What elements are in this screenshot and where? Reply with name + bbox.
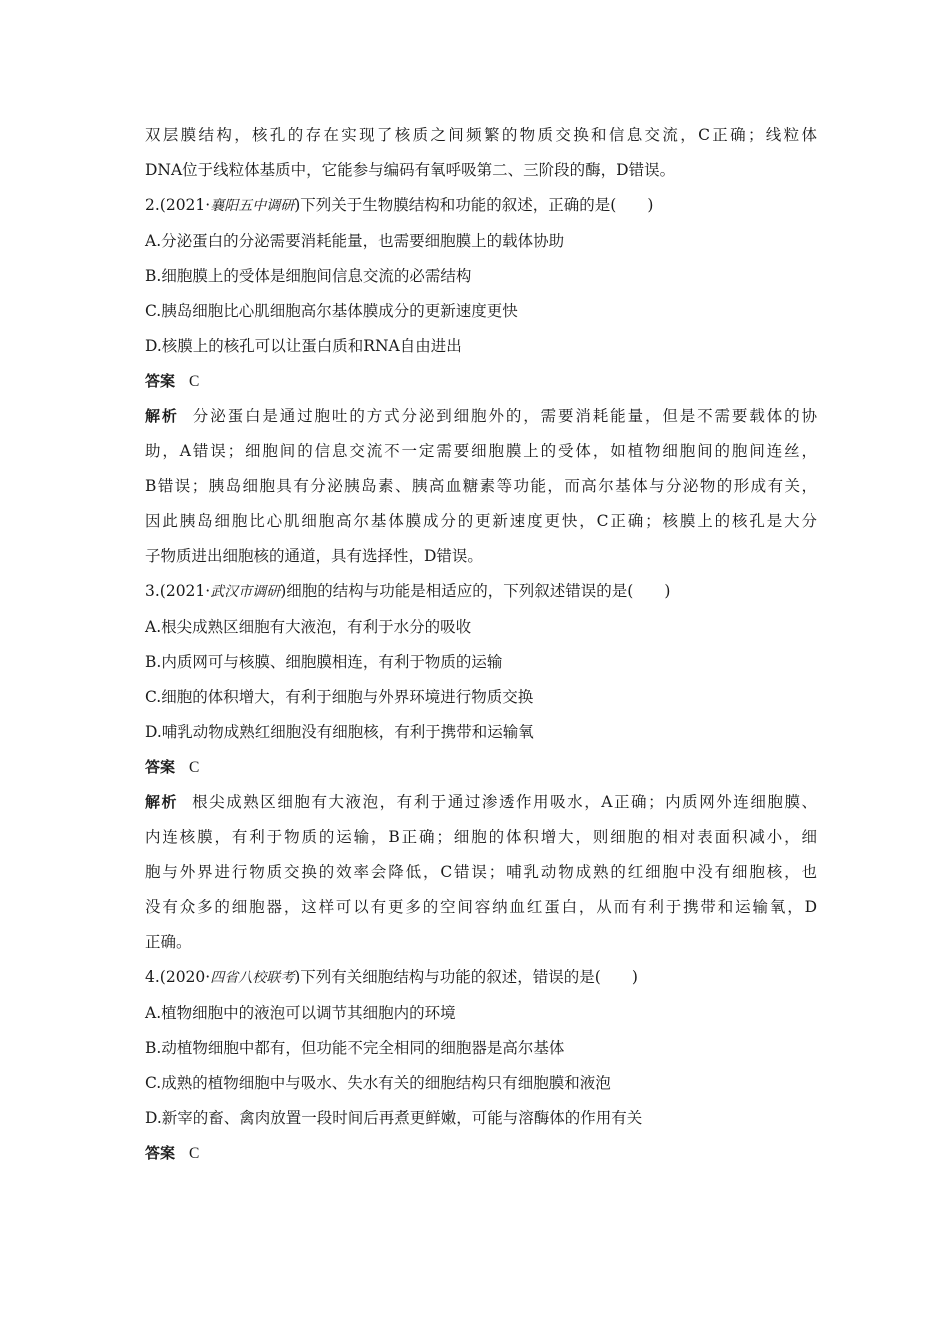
option-c: C.胰岛细胞比心肌细胞高尔基体膜成分的更新速度更快 xyxy=(145,302,518,320)
option-c: C.细胞的体积增大，有利于细胞与外界环境进行物质交换 xyxy=(145,688,534,706)
explanation-line: 内连核膜，有利于物质的运输，B正确；细胞的体积增大，则细胞的相对表面积减小，细 xyxy=(145,828,817,846)
option-d: D.核膜上的核孔可以让蛋白质和RNA自由进出 xyxy=(145,337,462,355)
answer-label: 答案 xyxy=(145,758,176,776)
option-d: D.新宰的畜、禽肉放置一段时间后再煮更鲜嫩，可能与溶酶体的作用有关 xyxy=(145,1109,643,1127)
explanation-line: 胞与外界进行物质交换的效率会降低，C错误；哺乳动物成熟的红细胞中没有细胞核，也 xyxy=(145,863,817,881)
question-source: 襄阳五中调研 xyxy=(210,198,295,214)
question-4-stem xyxy=(145,960,817,996)
intro-line-2: DNA位于线粒体基质中，它能参与编码有氧呼吸第二、三阶段的酶，D错误。 xyxy=(145,161,676,179)
explanation-line: 没有众多的细胞器，这样可以有更多的空间容纳血红蛋白，从而有利于携带和运输氧，D xyxy=(145,898,817,916)
explanation-label: 解析 xyxy=(145,793,179,811)
option-a: A.植物细胞中的液泡可以调节其细胞内的环境 xyxy=(145,1004,456,1022)
answer-label: 答案 xyxy=(145,1144,176,1162)
answer-line xyxy=(145,364,817,399)
option-a: A.根尖成熟区细胞有大液泡，有利于水分的吸收 xyxy=(145,618,472,636)
question-text: )下列有关细胞结构与功能的叙述，错误的是( ) xyxy=(294,968,638,986)
question-source: 武汉市调研 xyxy=(210,584,281,600)
document-page xyxy=(145,118,817,1171)
answer-value: C xyxy=(189,759,200,776)
question-3-stem xyxy=(145,574,817,610)
option-b: B.动植物细胞中都有，但功能不完全相同的细胞器是高尔基体 xyxy=(145,1039,565,1057)
question-number: 4.(2020· xyxy=(145,968,211,986)
option-d: D.哺乳动物成熟红细胞没有细胞核，有利于携带和运输氧 xyxy=(145,723,534,741)
question-text: )下列关于生物膜结构和功能的叙述，正确的是( ) xyxy=(294,196,654,214)
answer-label: 答案 xyxy=(145,372,176,390)
explanation-line: 因此胰岛细胞比心肌细胞高尔基体膜成分的更新速度更快，C正确；核膜上的核孔是大分 xyxy=(145,512,817,530)
option-b: B.内质网可与核膜、细胞膜相连，有利于物质的运输 xyxy=(145,653,503,671)
question-text: )细胞的结构与功能是相适应的，下列叙述错误的是( ) xyxy=(280,582,671,600)
explanation-line: 解析 分泌蛋白是通过胞吐的方式分泌到细胞外的，需要消耗能量，但是不需要载体的协 xyxy=(145,407,817,425)
option-a: A.分泌蛋白的分泌需要消耗能量，也需要细胞膜上的载体协助 xyxy=(145,232,565,250)
explanation-line: 解析 根尖成熟区细胞有大液泡，有利于通过渗透作用吸水，A正确；内质网外连细胞膜、 xyxy=(145,793,817,811)
option-c: C.成熟的植物细胞中与吸水、失水有关的细胞结构只有细胞膜和液泡 xyxy=(145,1074,611,1092)
question-number: 3.(2021· xyxy=(145,582,211,600)
intro-line-1: 双层膜结构，核孔的存在实现了核质之间频繁的物质交换和信息交流，C正确；线粒体 xyxy=(145,126,817,144)
answer-line xyxy=(145,1136,817,1171)
explanation-line: 正确。 xyxy=(145,933,192,951)
explanation-line: B错误；胰岛细胞具有分泌胰岛素、胰高血糖素等功能，而高尔基体与分泌物的形成有关， xyxy=(145,477,817,495)
explanation-line: 助，A错误；细胞间的信息交流不一定需要细胞膜上的受体，如植物细胞间的胞间连丝， xyxy=(145,442,817,460)
explanation-label: 解析 xyxy=(145,407,179,425)
question-source: 四省八校联考 xyxy=(210,970,295,986)
explanation-line: 子物质进出细胞核的通道，具有选择性，D错误。 xyxy=(145,547,483,565)
answer-value: C xyxy=(189,1145,200,1162)
question-2-stem xyxy=(145,188,817,224)
answer-line xyxy=(145,750,817,785)
answer-value: C xyxy=(189,373,200,390)
option-b: B.细胞膜上的受体是细胞间信息交流的必需结构 xyxy=(145,267,472,285)
question-number: 2.(2021· xyxy=(145,196,211,214)
